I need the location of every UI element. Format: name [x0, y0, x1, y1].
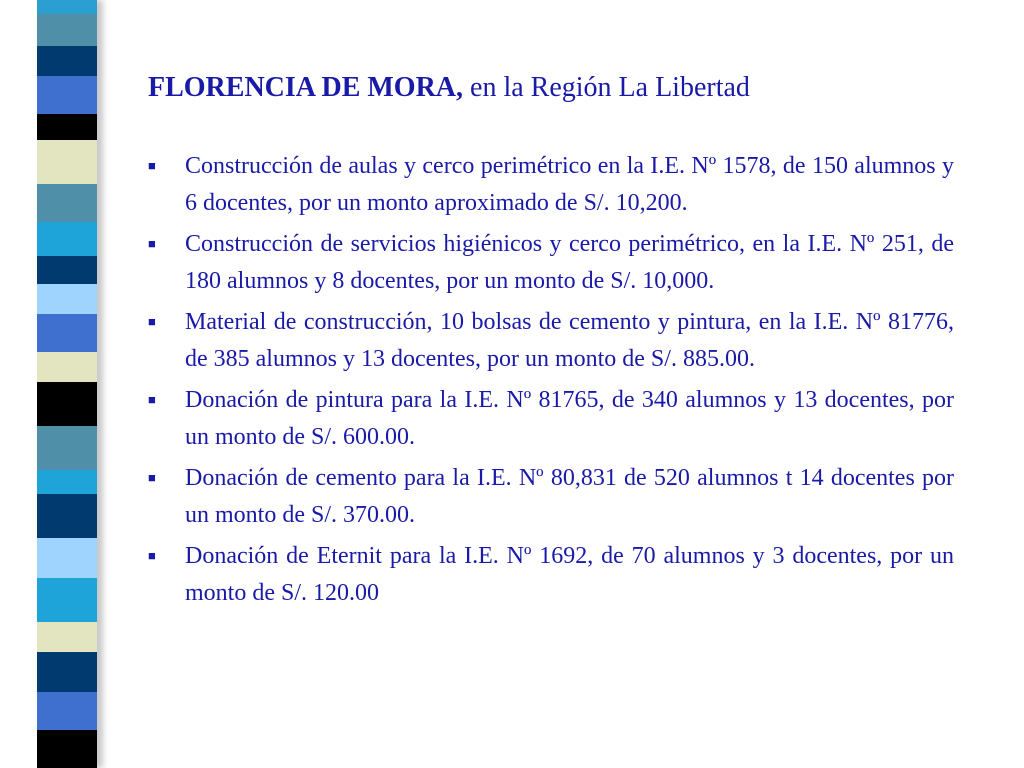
- stripe-segment: [37, 652, 97, 692]
- bullet-item: [148, 538, 954, 611]
- stripe-segment: [37, 382, 97, 426]
- stripe-segment: [37, 46, 97, 76]
- bullet-text: Donación de Eternit para la I.E. Nº 1692, de 70 alumnos y 3 docentes, por un monto de S/. 120.00: [185, 543, 954, 606]
- title-subtitle: en la Región La Libertad: [463, 72, 750, 103]
- stripe-segment: [37, 314, 97, 352]
- bullet-square-icon: ■: [148, 548, 156, 563]
- stripe-segment: [37, 578, 97, 622]
- bullet-item: [148, 382, 954, 455]
- stripe-segment: [37, 622, 97, 652]
- stripe-segment: [37, 352, 97, 382]
- stripe-segment: [37, 426, 97, 470]
- bullet-text: Material de construcción, 10 bolsas de cemento y pintura, en la I.E. Nº 81776, de 385 alumnos y 13 docentes, por un monto de S/. 885.00.: [185, 309, 954, 372]
- stripe-segment: [37, 730, 97, 752]
- stripe-segment: [37, 184, 97, 222]
- stripe-segment: [37, 222, 97, 256]
- stripe-segment: [37, 256, 97, 284]
- stripe-segment: [37, 140, 97, 184]
- stripe-segment: [37, 538, 97, 578]
- stripe-segment: [37, 470, 97, 494]
- bullet-text: Donación de cemento para la I.E. Nº 80,831 de 520 alumnos t 14 docentes por un monto de S/. 370.00.: [185, 465, 954, 528]
- decorative-stripe-bar: [37, 0, 97, 768]
- title-main: FLORENCIA DE MORA,: [148, 72, 464, 103]
- bullet-text: Construcción de aulas y cerco perimétrico en la I.E. Nº 1578, de 150 alumnos y 6 docentes, por un monto aproximado de S/. 10,200.: [185, 153, 954, 216]
- stripe-segment: [37, 0, 97, 14]
- slide-title: [148, 66, 750, 110]
- bullet-item: [148, 304, 954, 377]
- bullet-list: [148, 148, 954, 616]
- stripe-segment: [37, 494, 97, 538]
- bullet-square-icon: ■: [148, 236, 156, 251]
- stripe-segment: [37, 114, 97, 140]
- stripe-segment: [37, 284, 97, 314]
- bullet-square-icon: ■: [148, 314, 156, 329]
- bullet-square-icon: ■: [148, 392, 156, 407]
- bullet-square-icon: ■: [148, 470, 156, 485]
- bullet-item: [148, 148, 954, 221]
- bullet-text: Construcción de servicios higiénicos y cerco perimétrico, en la I.E. Nº 251, de 180 alumnos y 8 docentes, por un monto de S/. 10,000.: [185, 231, 954, 294]
- bullet-text: Donación de pintura para la I.E. Nº 81765, de 340 alumnos y 13 docentes, por un monto de S/. 600.00.: [185, 387, 954, 450]
- stripe-segment: [37, 76, 97, 114]
- stripe-segment: [37, 752, 97, 768]
- stripe-segment: [37, 692, 97, 730]
- bullet-square-icon: ■: [148, 158, 156, 173]
- bullet-item: [148, 226, 954, 299]
- stripe-segment: [37, 14, 97, 46]
- bullet-item: [148, 460, 954, 533]
